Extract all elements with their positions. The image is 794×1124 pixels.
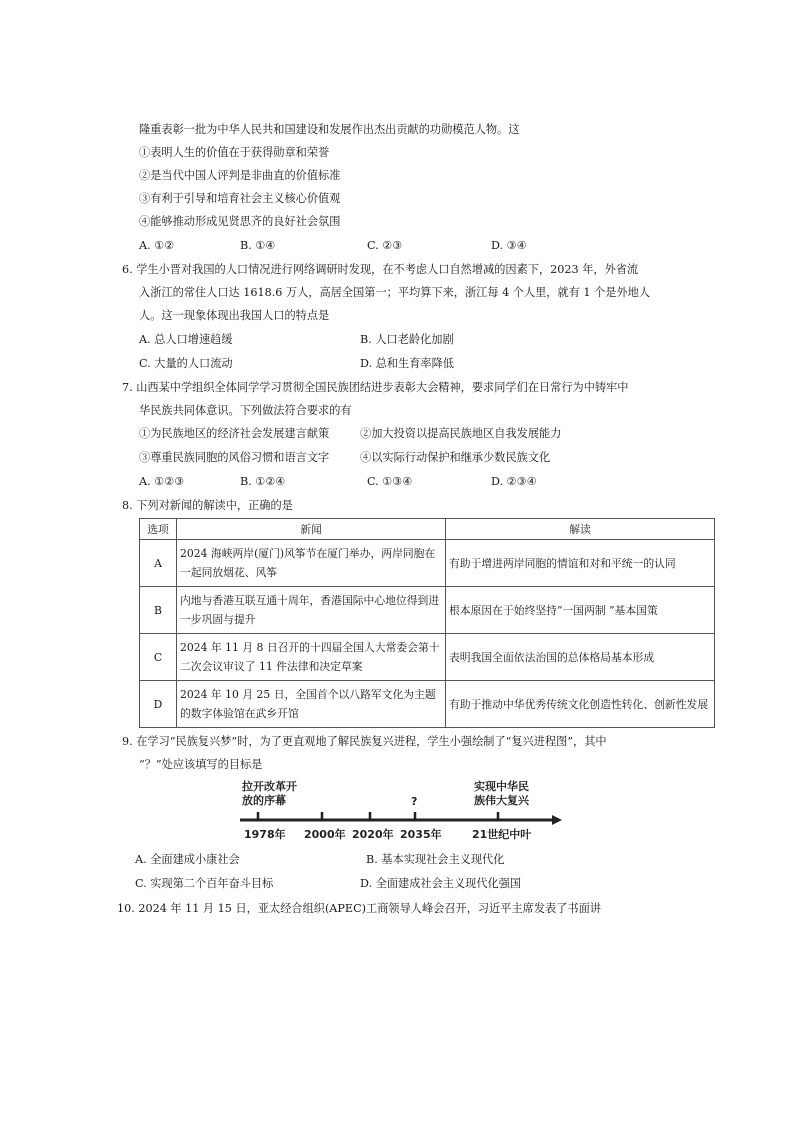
q5-option-b: B. ①④ (240, 239, 276, 252)
q9-option-b: B. 基本实现社会主义现代化 (366, 853, 505, 866)
timeline-year: 21世纪中叶 (472, 828, 532, 841)
timeline-label-start-2: 放的序幕 (242, 794, 286, 807)
q5-option-a: A. ①② (139, 239, 175, 252)
q5-option-c: C. ②③ (367, 239, 403, 252)
q6-stem-line: 人。这一现象体现出我国人口的特点是 (139, 309, 330, 322)
table-row (140, 587, 715, 634)
row-label: D (140, 681, 177, 728)
q7-option-a: A. ①②③ (139, 475, 185, 488)
table-row (140, 681, 715, 728)
row-news: 2024 年 10 月 25 日，全国首个以八路军文化为主题的数字体验馆在武乡开馆 (177, 681, 446, 728)
q5-stem-line: 隆重表彰一批为中华人民共和国建设和发展作出杰出贡献的功勋模范人物。这 (139, 123, 520, 136)
q7-item: ③尊重民族同胞的风俗习惯和语言文字 (139, 451, 330, 464)
row-news: 内地与香港互联互通十周年，香港国际中心地位得到进一步巩固与提升 (177, 587, 446, 634)
row-label: C (140, 634, 177, 681)
timeline-label-end-1: 实现中华民 (474, 780, 529, 793)
q9-option-d: D. 全面建成社会主义现代化强国 (360, 877, 522, 890)
header-option: 选项 (140, 519, 177, 540)
q6-stem-line: 入浙江的常住人口达 1618.6 万人，高居全国第一；平均算下来，浙江每 4 个人里，就有 1 个是外地人 (139, 286, 651, 299)
q6-option-b: B. 人口老龄化加剧 (360, 333, 454, 346)
timeline-year: 2020年 (352, 828, 394, 841)
q9-option-a: A. 全面建成小康社会 (135, 853, 240, 866)
q8-stem: 8. 下列对新闻的解读中，正确的是 (122, 499, 293, 512)
timeline-year: 2035年 (400, 828, 442, 841)
q6-option-a: A. 总人口增速趋缓 (139, 333, 233, 346)
q9-stem-line: 9. 在学习“民族复兴梦”时，为了更直观地了解民族复兴进程，学生小强绘制了“复兴进程图”，其中 (122, 735, 607, 748)
row-interp: 表明我国全面依法治国的总体格局基本形成 (446, 634, 715, 681)
q7-option-d: D. ②③④ (491, 475, 537, 488)
q5-item: ②是当代中国人评判是非曲直的价值标准 (139, 169, 341, 182)
q7-stem-line: 7. 山西某中学组织全体同学学习贯彻全国民族团结进步表彰大会精神，要求同学们在日常行为中铸牢中 (122, 381, 629, 394)
q7-item: ①为民族地区的经济社会发展建言献策 (139, 427, 330, 440)
table-header-row (140, 519, 715, 540)
q5-option-d: D. ③④ (491, 239, 527, 252)
q7-option-c: C. ①③④ (367, 475, 413, 488)
header-interp: 解读 (446, 519, 715, 540)
header-news: 新闻 (177, 519, 446, 540)
table-row (140, 540, 715, 587)
news-table (139, 518, 715, 728)
timeline-diagram (230, 778, 570, 842)
row-news: 2024 年 11 月 8 日召开的十四届全国人大常委会第十二次会议审议了 11 件法律和决定草案 (177, 634, 446, 681)
row-interp: 有助于增进两岸同胞的情谊和对和平统一的认同 (446, 540, 715, 587)
row-interp: 有助于推动中华优秀传统文化创造性转化、创新性发展 (446, 681, 715, 728)
row-label: A (140, 540, 177, 587)
timeline-arrow-icon (552, 815, 562, 825)
row-news: 2024 海峡两岸(厦门)风筝节在厦门举办，两岸同胞在一起同放烟花、风筝 (177, 540, 446, 587)
q6-option-d: D. 总和生育率降低 (360, 357, 454, 370)
timeline-label-start-1: 拉开改革开 (242, 780, 297, 793)
row-interp: 根本原因在于始终坚持“一国两制 ”基本国策 (446, 587, 715, 634)
row-label: B (140, 587, 177, 634)
q6-option-c: C. 大量的人口流动 (139, 357, 233, 370)
timeline-question-mark: ? (411, 795, 418, 808)
table-row (140, 634, 715, 681)
timeline-label-end-2: 族伟大复兴 (474, 794, 529, 807)
q9-option-c: C. 实现第二个百年奋斗目标 (135, 877, 274, 890)
q7-item: ②加大投资以提高民族地区自我发展能力 (360, 427, 562, 440)
q9-stem-line: “？”处应该填写的目标是 (139, 758, 263, 771)
q7-item: ④以实际行动保护和继承少数民族文化 (360, 451, 551, 464)
q6-stem-line: 6. 学生小晋对我国的人口情况进行网络调研时发现，在不考虑人口自然增减的因素下，2023 年，外省流 (122, 263, 639, 276)
q5-item: ③有利于引导和培育社会主义核心价值观 (139, 192, 341, 205)
q5-item: ④能够推动形成见贤思齐的良好社会氛围 (139, 215, 341, 228)
q10-stem-line: 10. 2024 年 11 月 15 日，亚太经合组织(APEC)工商领导人峰会召开，习近平主席发表了书面讲 (117, 902, 601, 915)
timeline-year: 1978年 (244, 828, 286, 841)
timeline-year: 2000年 (304, 828, 346, 841)
q7-option-b: B. ①②④ (240, 475, 286, 488)
q5-item: ①表明人生的价值在于获得勋章和荣誉 (139, 146, 330, 159)
q7-stem-line: 华民族共同体意识。下列做法符合要求的有 (139, 404, 352, 417)
